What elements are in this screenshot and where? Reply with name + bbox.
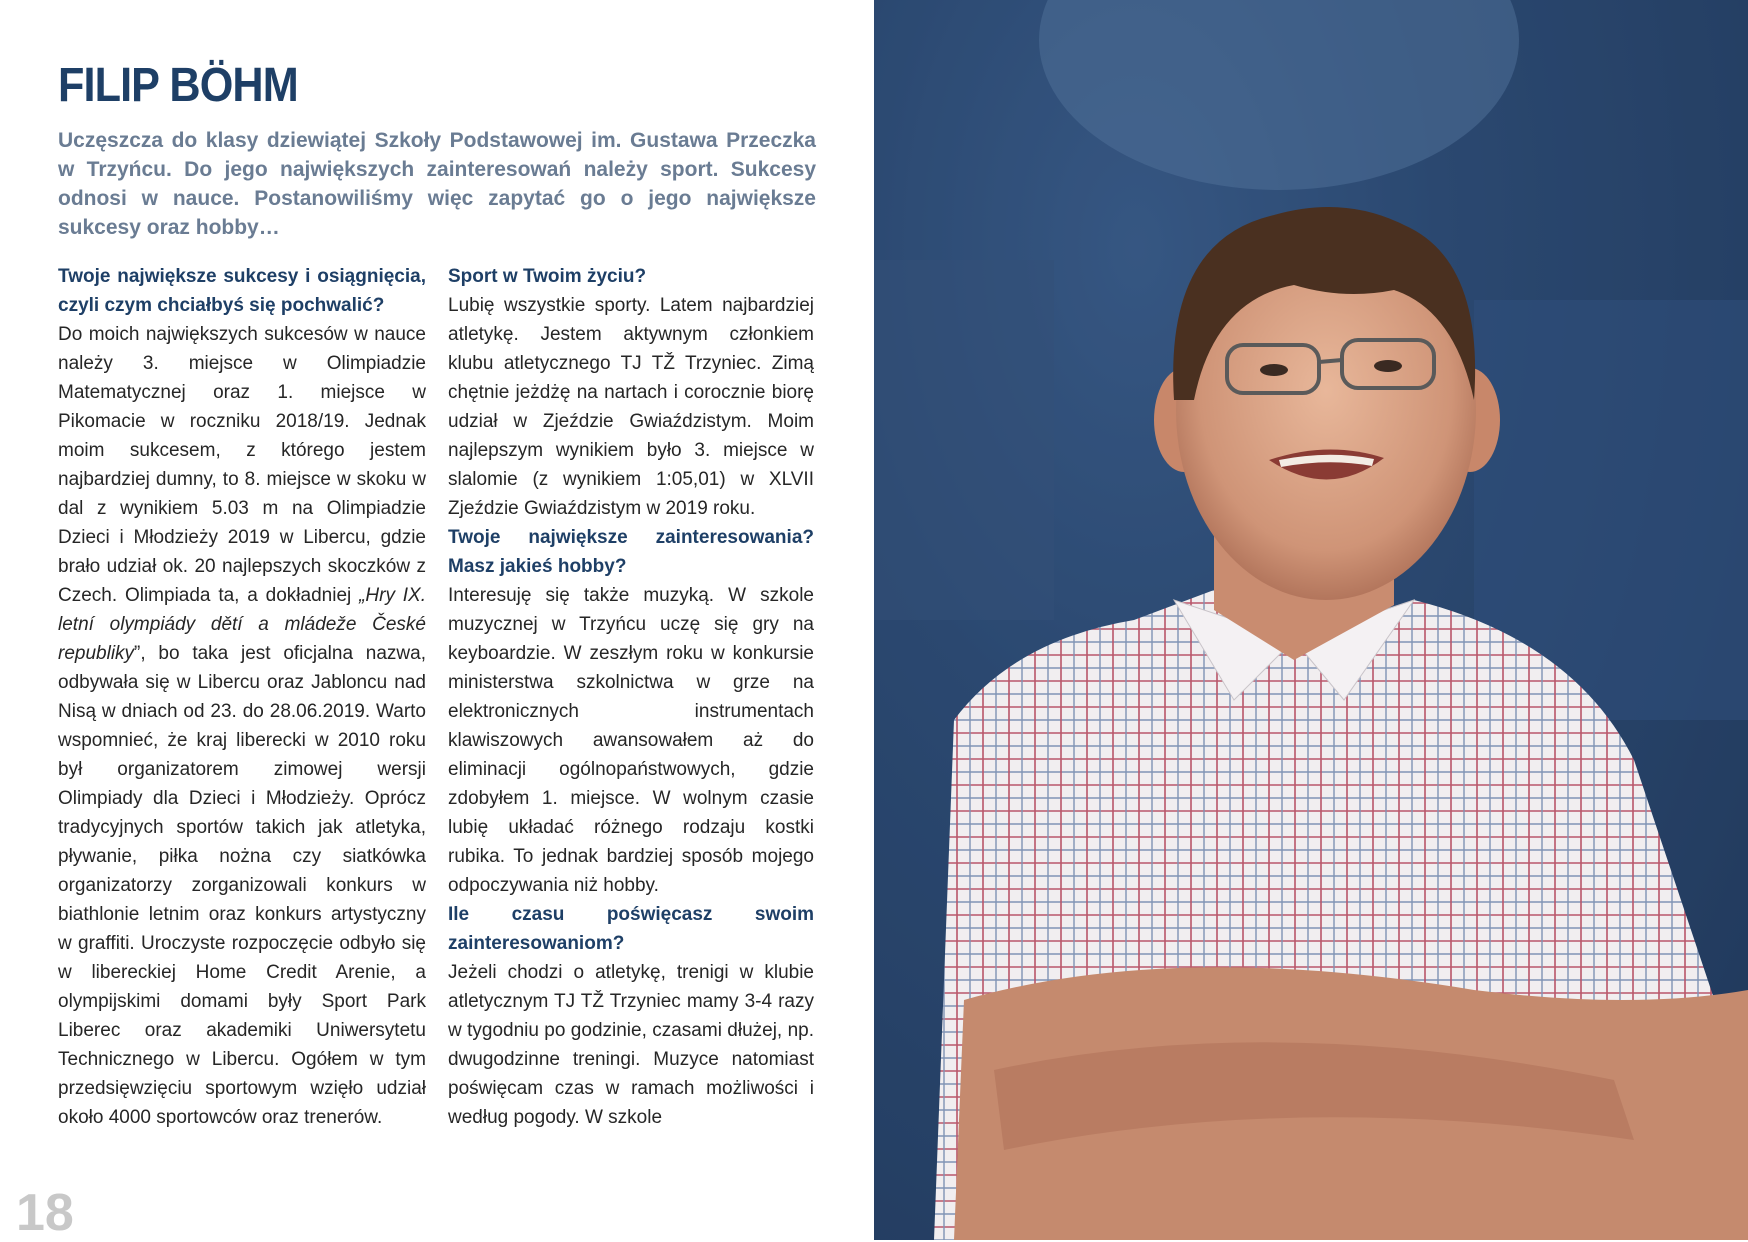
answer-1-text: Do moich największych sukcesów w nauce należy 3. miejsce w Olimpiadzie Matematycznej oraz 1. miejsce w Pikomacie w roczniku 2018/19. Jednak moim sukcesem, z którego jestem najbardziej dumny, to 8. miejsce w skoku w dal z wynikiem 5.03 m na Olimpiadzie Dzieci i Młodzieży 2019 w Libercu, gdzie brało udział ok. 20 najlepszych skoczków z Czech. Olimpiada ta, a dokładniej: [58, 324, 426, 606]
question-3: Twoje największe zainteresowania? Masz jakieś hobby?: [448, 527, 814, 577]
answer-3: Interesuję się także muzyką. W szkole muzycznej w Trzyńcu uczę się gry na keyboardzie. W zeszłym roku w konkursie ministerstwa szkolnictwa w grze na elektronicznych instrumentach klawiszowych awansowałem aż do eliminacji ogólnopaństwowych, gdzie zdobyłem 1. miejsce. W wolnym czasie lubię układać różnego rodzaju kostki rubika. To jednak bardziej sposób mojego odpoczywania niż hobby.: [448, 585, 814, 896]
question-2: Sport w Twoim życiu?: [448, 266, 647, 287]
question-1: Twoje największe sukcesy i osiągnięcia, czyli czym chciałbyś się pochwalić?: [58, 266, 426, 316]
text-column-right: [448, 262, 814, 1132]
text-column-left: [58, 262, 426, 1132]
portrait-photo: [874, 0, 1748, 1240]
page-number: 18: [16, 1184, 74, 1242]
answer-2: Lubię wszystkie sporty. Latem najbardziej atletykę. Jestem aktywnym członkiem klubu atletycznego TJ TŽ Trzyniec. Zimą chętnie jeżdżę na nartach i corocznie biorę udział w Zjeździe Gwiaździstym. Moim najlepszym wynikiem było 3. miejsce w slalomie (z wynikiem 1:05,01) w XLVII Zjeździe Gwiaździstym w 2019 roku.: [448, 295, 814, 519]
question-4: Ile czasu poświęcasz swoim zainteresowaniom?: [448, 904, 814, 954]
answer-1: [58, 320, 426, 1132]
answer-4: Jeżeli chodzi o atletykę, trenigi w klubie atletycznym TJ TŽ Trzyniec mamy 3-4 razy w tygodniu po godzinie, czasami dłużej, np. dwugodzinne treningi. Muzyce natomiast poświęcam czas w ramach możliwości i według pogody. W szkole: [448, 962, 814, 1128]
article-title: FILIP BÖHM: [58, 59, 298, 112]
portrait-illustration: [874, 0, 1748, 1240]
article-page: [0, 0, 874, 1240]
answer-1-text-cont: ”, bo taka jest oficjalna nazwa, odbywała się w Libercu oraz Jabloncu nad Nisą w dniach od 23. do 28.06.2019. Warto wspomnieć, że kraj liberecki w 2010 roku był organizatorem zimowej wersji Olimpiady dla Dzieci i Młodzieży. Oprócz tradycyjnych sportów takich jak atletyka, pływanie, piłka nożna czy siatkówka organizatorzy zorganizowali konkurs w biathlonie letnim oraz konkurs artystyczny w graffiti. Uroczyste rozpoczęcie odbyło się w libereckiej Home Credit Arenie, a olympijskimi domami były Sport Park Liberec oraz akademiki Uniwersytetu Technicznego w Libercu. Ogółem w tym przedsięwzięciu sportowym wzięło udział około 4000 sportowców oraz trenerów.: [58, 643, 426, 1128]
article-lead: Uczęszcza do klasy dziewiątej Szkoły Podstawowej im. Gustawa Przeczka w Trzyńcu. Do jego największych zainteresowań należy sport. Sukcesy odnosi w nauce. Postanowiliśmy więc zapytać go o jego największe sukcesy oraz hobby…: [58, 129, 816, 239]
answer-1-italic: „Hry IX. letní olympiády dětí a mládeže České republiky: [58, 585, 426, 664]
